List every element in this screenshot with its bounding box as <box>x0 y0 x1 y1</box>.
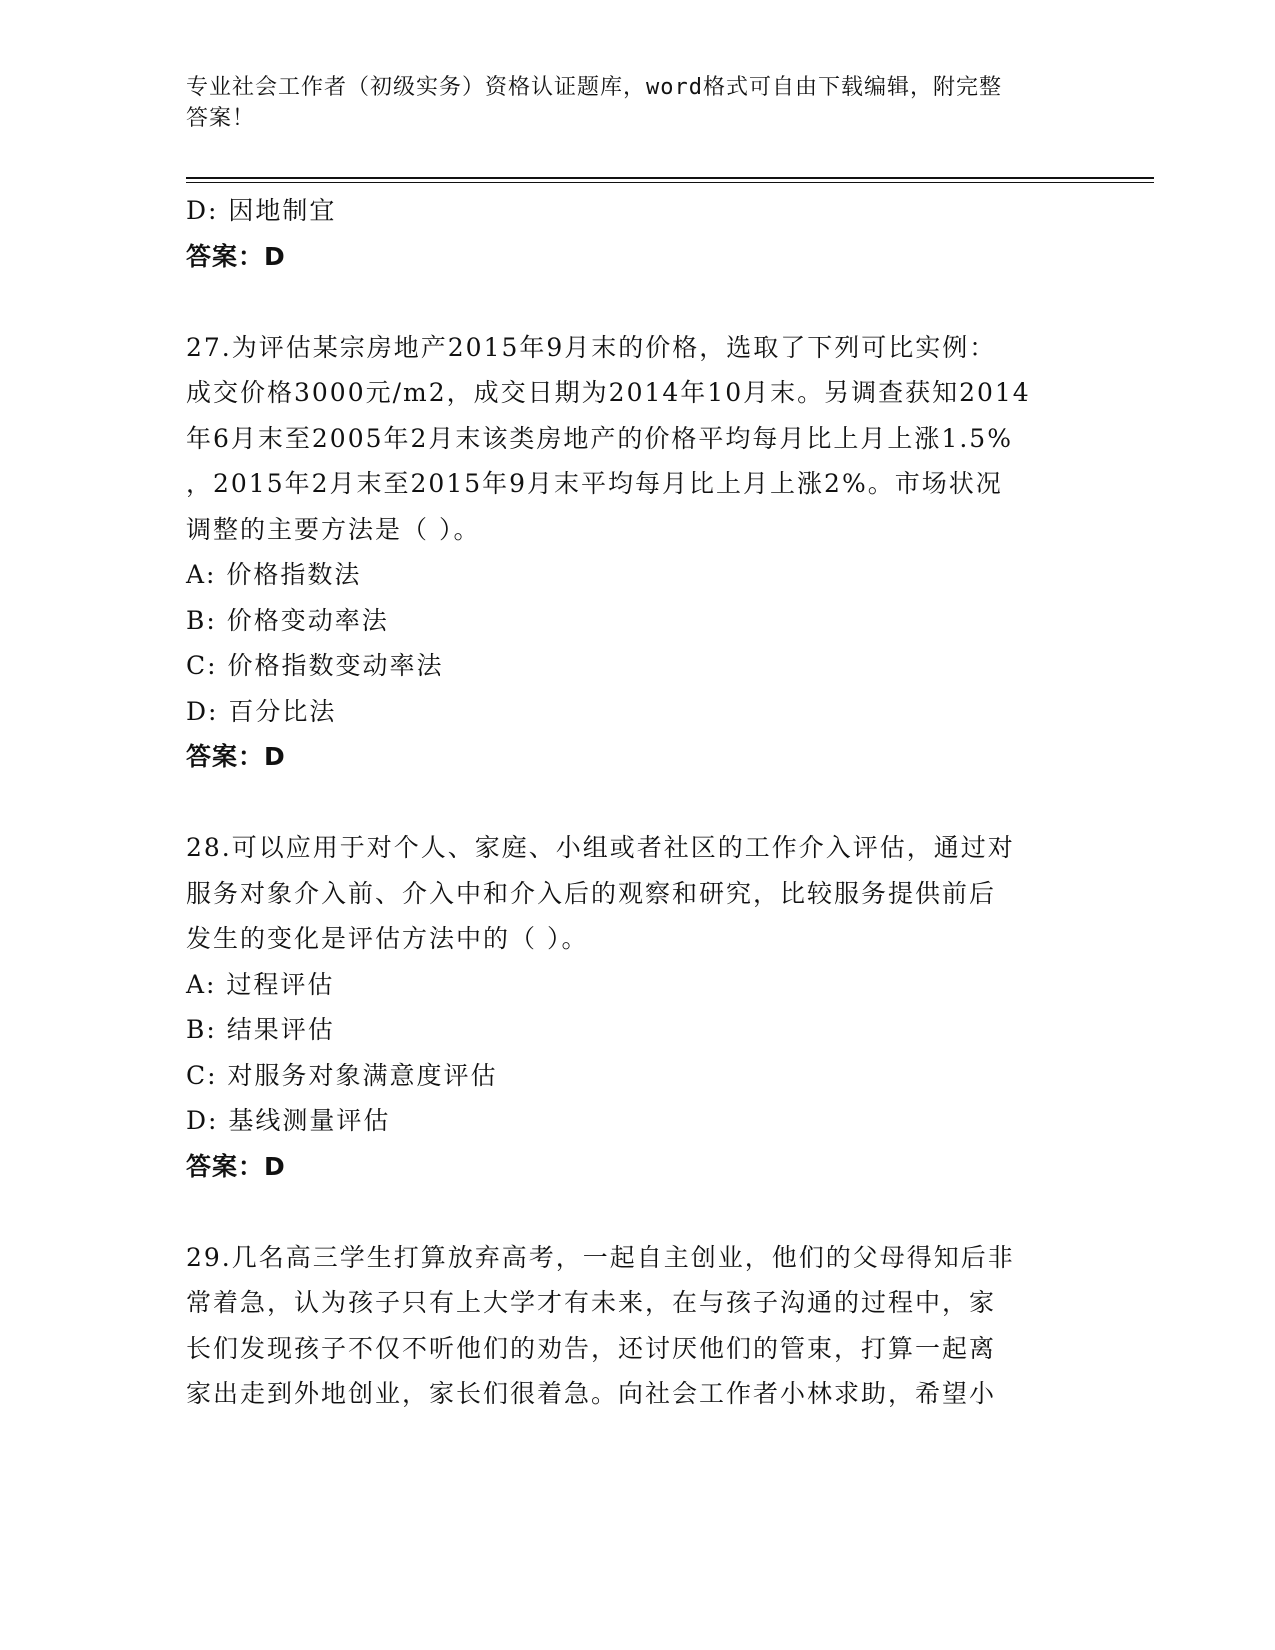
question-27-option-c: C: 价格指数变动率法 <box>186 651 444 680</box>
question-28-option-a: A: 过程评估 <box>186 969 335 999</box>
question-27-option-a: A: 价格指数法 <box>186 560 362 589</box>
question-content <box>186 188 1086 1417</box>
page-header <box>186 72 1066 134</box>
question-27-option-d: D: 百分比法 <box>186 696 337 726</box>
prev-answer: 答案：D <box>186 241 286 271</box>
question-28-answer: 答案：D <box>186 1151 286 1181</box>
question-28-line-2: 服务对象介入前、介入中和介入后的观察和研究，比较服务提供前后 <box>186 878 997 908</box>
question-29-line-3: 长们发现孩子不仅不听他们的劝告，还讨厌他们的管束，打算一起离 <box>186 1333 997 1363</box>
question-27 <box>186 325 1086 780</box>
question-29 <box>186 1235 1086 1417</box>
header-rule-thick <box>186 177 1154 179</box>
question-27-line-1: 27.为评估某宗房地产2015年9月末的价格，选取了下列可比实例： <box>186 332 997 362</box>
header-rule-thin <box>186 182 1154 183</box>
question-29-line-2: 常着急，认为孩子只有上大学才有未来，在与孩子沟通的过程中，家 <box>186 1288 997 1317</box>
question-28-option-c: C: 对服务对象满意度评估 <box>186 1060 498 1090</box>
question-28-line-3: 发生的变化是评估方法中的（ ）。 <box>186 924 589 953</box>
question-27-line-4: ，2015年2月末至2015年9月末平均每月比上月上涨2%。市场状况 <box>186 469 1003 498</box>
question-29-line-4: 家出走到外地创业，家长们很着急。向社会工作者小林求助，希望小 <box>186 1379 997 1408</box>
question-29-line-1: 29.几名高三学生打算放弃高考，一起自主创业，他们的父母得知后非 <box>186 1242 1015 1272</box>
question-28-line-1: 28.可以应用于对个人、家庭、小组或者社区的工作介入评估，通过对 <box>186 833 1015 862</box>
question-27-answer: 答案：D <box>186 742 286 771</box>
question-27-option-b: B: 价格变动率法 <box>186 605 389 635</box>
header-line-1: 专业社会工作者（初级实务）资格认证题库，word格式可自由下载编辑，附完整 <box>186 75 1002 100</box>
question-28-option-b: B: 结果评估 <box>186 1015 335 1044</box>
question-28 <box>186 825 1086 1189</box>
question-27-line-3: 年6月末至2005年2月末该类房地产的价格平均每月比上月上涨1.5% <box>186 423 1013 453</box>
prev-option-d: D: 因地制宜 <box>186 196 337 225</box>
header-line-2: 答案！ <box>186 106 256 131</box>
question-27-line-5: 调整的主要方法是（ ）。 <box>186 514 481 544</box>
question-27-line-2: 成交价格3000元/m2，成交日期为2014年10月末。另调查获知2014 <box>186 378 1031 407</box>
question-28-option-d: D: 基线测量评估 <box>186 1106 391 1135</box>
